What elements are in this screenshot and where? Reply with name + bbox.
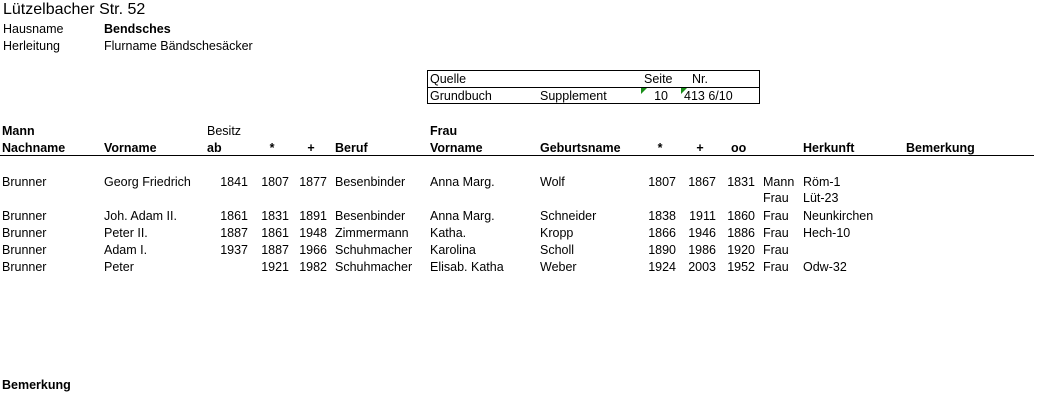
cell-nachname: Brunner: [2, 260, 47, 274]
cell-frau-vorname: Anna Marg.: [430, 209, 495, 223]
cell-geburtsname: Scholl: [540, 243, 575, 257]
header-ab: ab: [207, 141, 222, 155]
herleitung-value: Flurname Bändschesäcker: [104, 39, 253, 53]
cell-ab: 1887: [220, 226, 248, 240]
cell-vorname: Adam I.: [104, 243, 148, 257]
cell-f-geb: 1924: [648, 260, 676, 274]
cell-ab: 1937: [220, 243, 248, 257]
cell-herkunft-wer: Frau: [763, 191, 789, 205]
cell-gest: 1982: [299, 260, 327, 274]
page-title: Lützelbacher Str. 52: [3, 1, 146, 18]
cell-herkunft: Neunkirchen: [803, 209, 874, 223]
cell-f-gest: 1911: [689, 209, 716, 223]
cell-herkunft: Odw-32: [803, 260, 847, 274]
hausname-label: Hausname: [3, 22, 64, 36]
header-geboren: *: [269, 141, 275, 155]
cell-ab: 1861: [220, 209, 248, 223]
cell-herkunft-wer: Frau: [763, 209, 789, 223]
cell-f-geb: 1838: [648, 209, 676, 223]
source-seite: 10: [654, 89, 668, 103]
header-rule: [0, 155, 1034, 156]
header-gestorben: +: [307, 141, 315, 155]
comment-marker-icon: [681, 88, 687, 94]
cell-herkunft: Lüt-23: [803, 191, 839, 205]
hausname-value: Bendsches: [104, 22, 171, 36]
header-geburtsname: Geburtsname: [540, 141, 621, 155]
footer-bemerkung: Bemerkung: [2, 378, 71, 392]
cell-gest: 1877: [299, 175, 327, 189]
cell-geburtsname: Weber: [540, 260, 577, 274]
cell-gest: 1966: [299, 243, 327, 257]
cell-vorname: Georg Friedrich: [104, 175, 191, 189]
cell-beruf: Schuhmacher: [335, 260, 413, 274]
cell-oo: 1920: [727, 243, 755, 257]
cell-f-geb: 1807: [648, 175, 676, 189]
source-nr: 413 6/10: [684, 89, 733, 103]
cell-frau-vorname: Elisab. Katha: [430, 260, 504, 274]
source-header-nr: Nr.: [692, 72, 708, 86]
header-frau: Frau: [430, 124, 458, 138]
cell-beruf: Zimmermann: [335, 226, 409, 240]
cell-herkunft-wer: Frau: [763, 226, 789, 240]
cell-geb: 1807: [261, 175, 289, 189]
cell-nachname: Brunner: [2, 209, 47, 223]
header-frau-vorname: Vorname: [430, 141, 483, 155]
header-frau-geboren: *: [657, 141, 663, 155]
cell-beruf: Besenbinder: [335, 209, 406, 223]
cell-geburtsname: Kropp: [540, 226, 574, 240]
cell-f-gest: 1867: [688, 175, 716, 189]
header-herkunft: Herkunft: [803, 141, 855, 155]
cell-herkunft-wer: Frau: [763, 243, 789, 257]
comment-marker-icon: [641, 88, 647, 94]
source-supplement: Supplement: [540, 89, 607, 103]
cell-geb: 1831: [261, 209, 289, 223]
cell-oo: 1860: [727, 209, 755, 223]
cell-geburtsname: Wolf: [540, 175, 565, 189]
header-besitz: Besitz: [207, 124, 242, 138]
cell-herkunft: Hech-10: [803, 226, 851, 240]
cell-gest: 1948: [299, 226, 327, 240]
cell-oo: 1831: [727, 175, 755, 189]
cell-nachname: Brunner: [2, 175, 47, 189]
cell-nachname: Brunner: [2, 243, 47, 257]
cell-oo: 1952: [727, 260, 755, 274]
header-vorname: Vorname: [104, 141, 157, 155]
cell-ab: 1841: [220, 175, 248, 189]
cell-frau-vorname: Katha.: [430, 226, 467, 240]
cell-vorname: Peter: [104, 260, 134, 274]
cell-herkunft-wer: Mann: [763, 175, 795, 189]
source-header-quelle: Quelle: [430, 72, 467, 86]
header-beruf: Beruf: [335, 141, 368, 155]
source-header-seite: Seite: [644, 72, 673, 86]
cell-f-gest: 1946: [688, 226, 716, 240]
cell-beruf: Schuhmacher: [335, 243, 413, 257]
cell-oo: 1886: [727, 226, 755, 240]
cell-f-geb: 1890: [648, 243, 676, 257]
header-frau-gestorben: +: [696, 141, 704, 155]
header-oo: oo: [731, 141, 747, 155]
cell-vorname: Joh. Adam II.: [104, 209, 177, 223]
cell-beruf: Besenbinder: [335, 175, 406, 189]
cell-geb: 1861: [261, 226, 289, 240]
cell-nachname: Brunner: [2, 226, 47, 240]
header-mann: Mann: [2, 124, 35, 138]
cell-geburtsname: Schneider: [540, 209, 597, 223]
cell-geb: 1921: [261, 260, 289, 274]
cell-f-geb: 1866: [648, 226, 676, 240]
cell-herkunft: Röm-1: [803, 175, 841, 189]
header-bemerkung: Bemerkung: [906, 141, 975, 155]
cell-geb: 1887: [261, 243, 289, 257]
cell-gest: 1891: [299, 209, 327, 223]
source-quelle: Grundbuch: [430, 89, 492, 103]
cell-herkunft-wer: Frau: [763, 260, 789, 274]
cell-vorname: Peter II.: [104, 226, 148, 240]
herleitung-label: Herleitung: [3, 39, 60, 53]
cell-f-gest: 1986: [688, 243, 716, 257]
header-nachname: Nachname: [2, 141, 66, 155]
cell-f-gest: 2003: [688, 260, 716, 274]
cell-frau-vorname: Anna Marg.: [430, 175, 495, 189]
cell-frau-vorname: Karolina: [430, 243, 476, 257]
